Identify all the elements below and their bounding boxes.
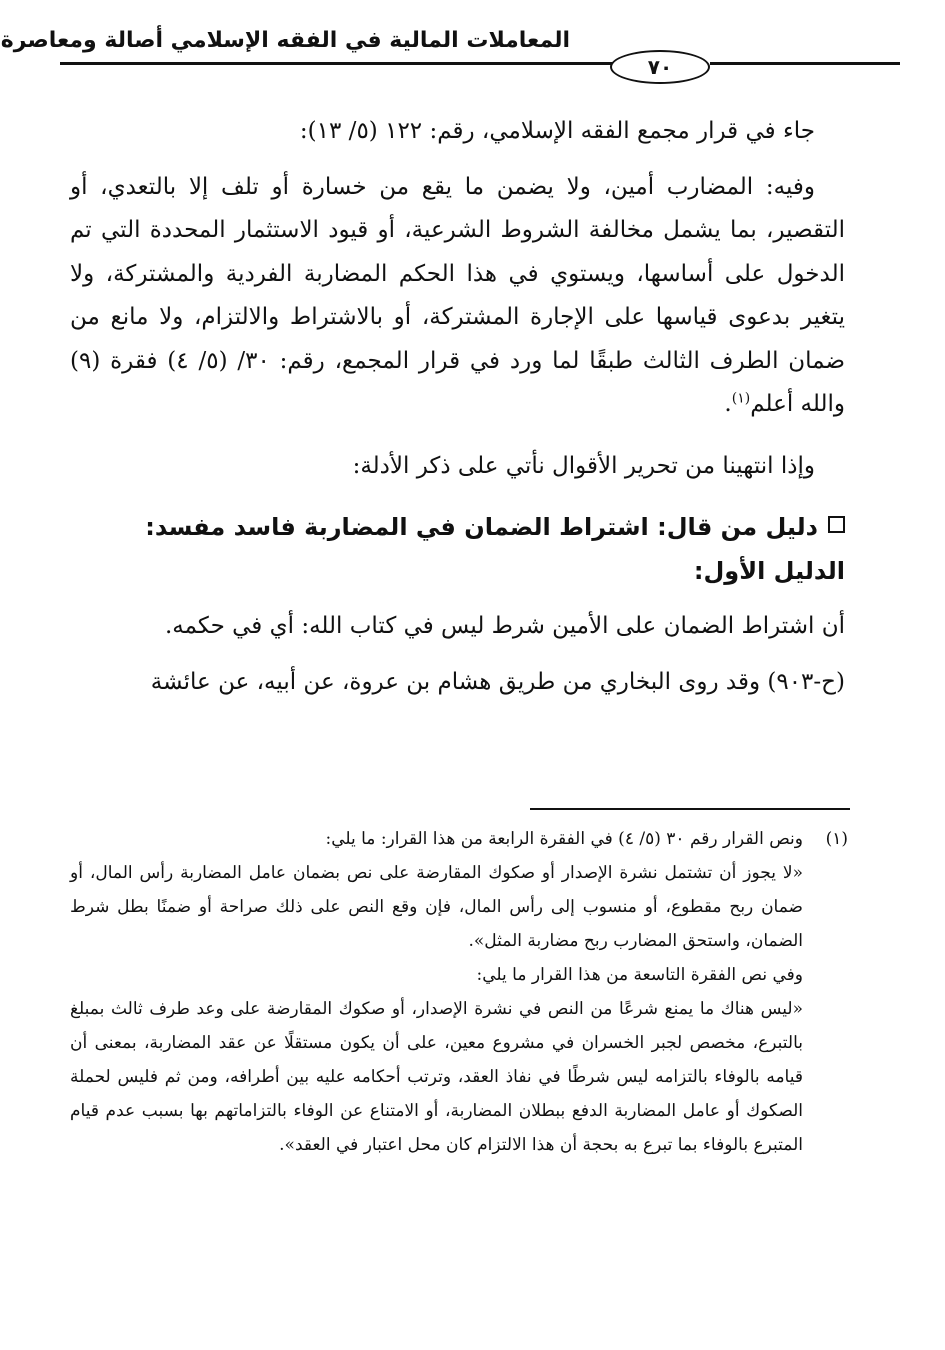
section-heading-text: دليل من قال: اشتراط الضمان في المضاربة فاسد مفسد:	[145, 513, 818, 541]
footnote-item	[70, 822, 848, 1162]
paragraph-first-evidence: أن اشتراط الضمان على الأمين شرط ليس في كتاب الله: أي في حكمه.	[164, 613, 845, 639]
footnote-separator	[530, 808, 850, 810]
footnote-quote-ninth: «ليس هناك ما يمنع شرعًا من النص في نشرة الإصدار، أو صكوك المقارضة على وعد طرف ثالث بمبلغ بالتبرع، مخصص لجبر الخسران في مشروع معين، على أن يكون مستقلًا عن عقد المضاربة، بمعنى أن قيامه بالوفاء بالتزامه ليس شرطًا في نفاذ العقد، وترتب أحكامه عليه بين أطرافه، ومن ثم فليس لحملة الصكوك أو عامل المضاربة الدفع ببطلان المضاربة، أو الامتناع عن الوفاء بالتزاماتهم بها بسبب عدم قيام المتبرع بالوفاء بما تبرع به بحجة أن هذا الالتزام كان محل اعتبار في العقد».	[70, 999, 803, 1155]
section-heading	[70, 506, 845, 550]
footnote-line-intro: ونص القرار رقم ٣٠ (٥/ ٤) في الفقرة الرابعة من هذا القرار: ما يلي:	[325, 829, 803, 849]
square-bullet-icon	[828, 516, 845, 533]
footnote-content	[70, 822, 803, 1162]
paragraph-decision-body: وفيه: المضارب أمين، ولا يضمن ما يقع من خسارة أو تلف إلا بالتعدي، أو التقصير، بما يشمل مخالفة الشروط الشرعية، أو قيود الاستثمار المحددة التي تم الدخول على أساسها، ويستوي في هذا الحكم المضاربة الفردية والمشتركة، ولا يتغير بدعوى قياسها على الإجارة المشتركة، أو بالاشتراط والالتزام، ولا مانع من ضمان الطرف الثالث طبقًا لما ورد في قرار المجمع، رقم: ٣٠/ (٥/ ٤) فقرة (٩) والله أعلم	[70, 173, 845, 417]
footnote-marker: (١)	[825, 829, 848, 849]
subsection-heading: الدليل الأول:	[693, 556, 845, 585]
footnote-line-ninth: وفي نص الفقرة التاسعة من هذا القرار ما يلي:	[476, 965, 803, 985]
main-text	[70, 110, 845, 704]
header-rule-left	[60, 62, 630, 65]
paragraph-decision-end: .	[724, 391, 732, 417]
paragraph-decision-intro: جاء في قرار مجمع الفقه الإسلامي، رقم: ١٢٢ (٥/ ١٣):	[299, 118, 815, 144]
paragraph-hadith: (ح-٩٠٣) وقد روى البخاري من طريق هشام بن عروة، عن أبيه، عن عائشة	[150, 668, 845, 695]
footnote-quote-fourth: «لا يجوز أن تشتمل نشرة الإصدار أو صكوك المقارضة على نص بضمان عامل المضاربة رأس المال، أو ضمان ربح مقطوع، أو منسوب إلى رأس المال، فإن وقع النص على ذلك صراحة أو ضمنًا بطل شرط الضمان، واستحق المضارب ربح مضاربة المثل».	[70, 863, 803, 951]
paragraph-decision-text	[70, 166, 845, 427]
paragraph-evidence-intro: وإذا انتهينا من تحرير الأقوال نأتي على ذكر الأدلة:	[352, 452, 815, 479]
header-rule-right	[710, 62, 900, 65]
page-number: ٧٠	[610, 50, 710, 84]
page-header	[0, 22, 900, 82]
footnote-reference: (١)	[731, 390, 751, 407]
running-title: المعاملات المالية في الفقه الإسلامي أصالة ومعاصرة	[0, 28, 570, 53]
footnotes	[70, 822, 848, 1162]
